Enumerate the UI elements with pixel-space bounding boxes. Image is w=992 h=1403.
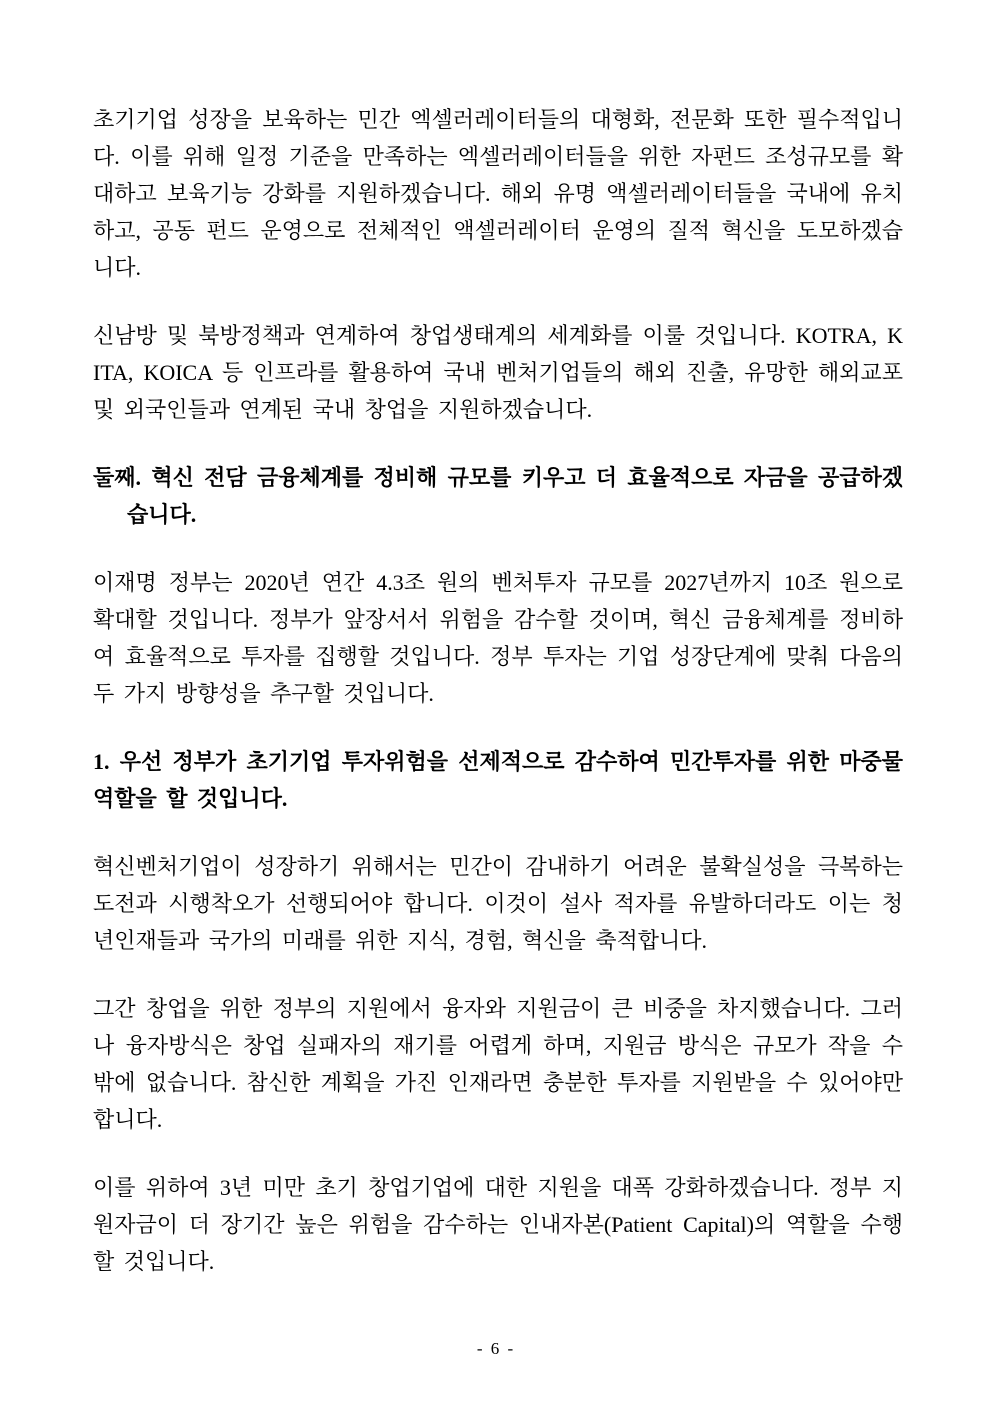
- document-body: [93, 101, 903, 1311]
- paragraph-patient-capital: 이를 위하여 3년 미만 초기 창업기업에 대한 지원을 대폭 강화하겠습니다. 정부 지원자금이 더 장기간 높은 위험을 감수하는 인내자본(Patient Capital)의 역할을 수행할 것입니다.: [93, 1175, 903, 1274]
- paragraph-uncertainty-accumulation: 혁신벤처기업이 성장하기 위해서는 민간이 감내하기 어려운 불확실성을 극복하는 도전과 시행착오가 선행되어야 합니다. 이것이 설사 적자를 유발하더라도 이는 청년인재들과 국가의 미래를 위한 지식, 경험, 혁신을 축적합니다.: [93, 854, 903, 953]
- paragraph-loans-vs-subsidies: 그간 창업을 위한 정부의 지원에서 융자와 지원금이 큰 비중을 차지했습니다. 그러나 융자방식은 창업 실패자의 재기를 어렵게 하며, 지원금 방식은 규모가 작을 수밖에 없습니다. 참신한 계획을 가진 인재라면 충분한 투자를 지원받을 수 있어야만 합니다.: [93, 996, 903, 1132]
- paragraph-venture-investment-scale: 이재명 정부는 2020년 연간 4.3조 원의 벤처투자 규모를 2027년까지 10조 원으로 확대할 것입니다. 정부가 앞장서서 위험을 감수할 것이며, 혁신 금융체계를 정비하여 효율적으로 투자를 집행할 것입니다. 정부 투자는 기업 성장단계에 맞춰 다음의 두 가지 방향성을 추구할 것입니다.: [93, 570, 903, 706]
- paragraph-global-expansion: 신남방 및 북방정책과 연계하여 창업생태계의 세계화를 이룰 것입니다. KOTRA, KITA, KOICA 등 인프라를 활용하여 국내 벤처기업들의 해외 진출, 유망한 해외교포 및 외국인들과 연계된 국내 창업을 지원하겠습니다.: [93, 323, 903, 422]
- heading-point-1-seed-role: 1. 우선 정부가 초기기업 투자위험을 선제적으로 감수하여 민간투자를 위한 마중물 역할을 할 것입니다.: [93, 749, 903, 811]
- page-number: - 6 -: [476, 1339, 516, 1358]
- paragraph-accelerators: 초기기업 성장을 보육하는 민간 엑셀러레이터들의 대형화, 전문화 또한 필수적입니다. 이를 위해 일정 기준을 만족하는 엑셀러레이터들을 위한 자펀드 조성규모를 확대하고 보육기능 강화를 지원하겠습니다. 해외 유명 액셀러레이터들을 국내에 유치하고, 공동 펀드 운영으로 전체적인 액셀러레이터 운영의 질적 혁신을 도모하겠습니다.: [93, 107, 903, 280]
- heading-second-pledge: 둘째. 혁신 전담 금융체계를 정비해 규모를 키우고 더 효율적으로 자금을 공급하겠습니다.: [93, 465, 903, 527]
